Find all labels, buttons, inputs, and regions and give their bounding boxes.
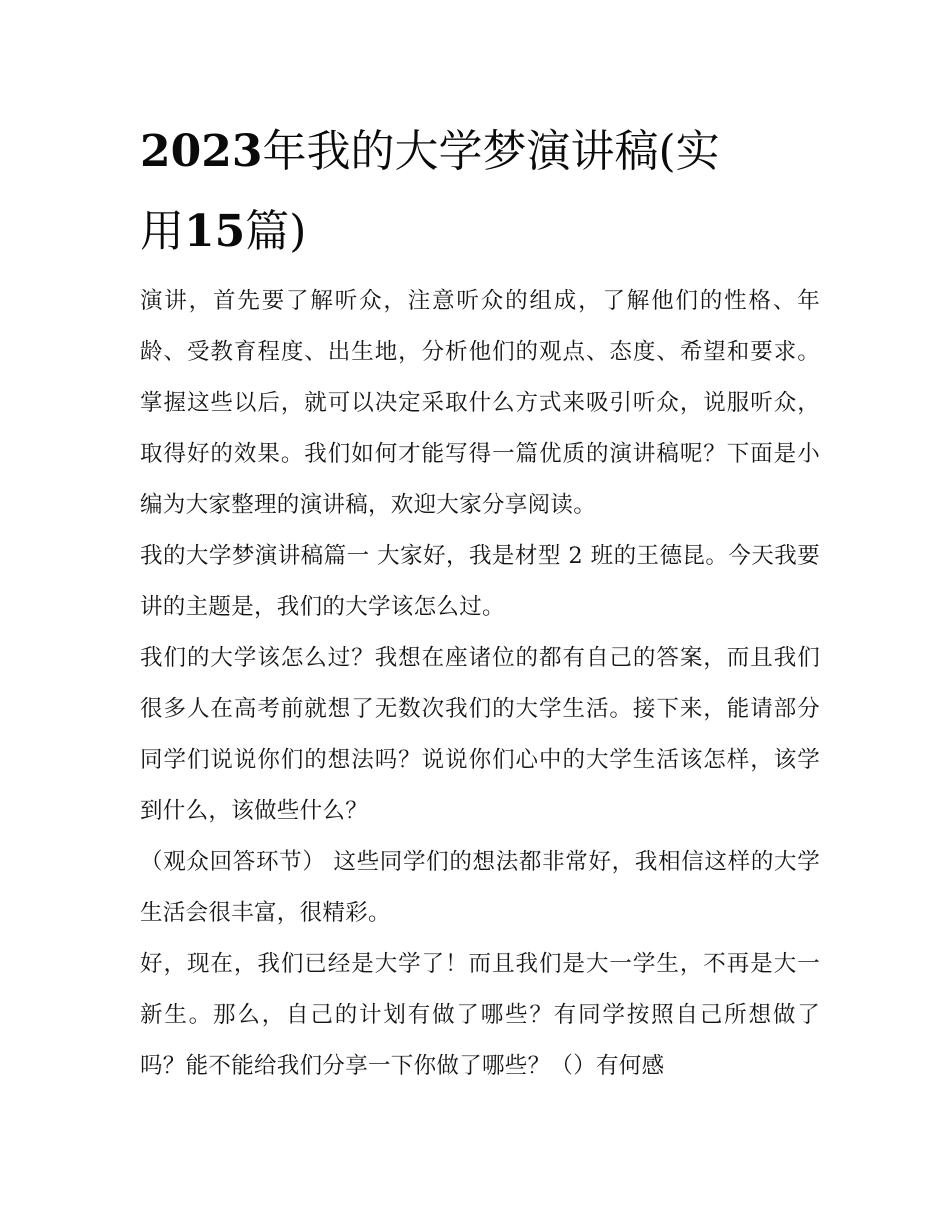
paragraph-audience-answer: （观众回答环节） 这些同学们的想法都非常好，我相信这样的大学生活会很丰富，很精彩。 — [140, 849, 820, 926]
paragraph-speech-opening: 我的大学梦演讲稿篇一 大家好，我是材型 2 班的王德昆。今天我要讲的主题是，我们的大学该怎么过。 — [140, 543, 820, 620]
title-line2-prefix: 用 — [140, 206, 184, 257]
paragraph-question: 我们的大学该怎么过？我想在座诸位的都有自己的答案，而且我们很多人在高考前就想了无数次我们的大学生活。接下来，能请部分同学们说说你们的想法吗？说说你们心中的大学生活该怎样，该学到什么，该做些什么？ — [140, 645, 820, 824]
document-body — [140, 276, 820, 1092]
title-line1-text: 年我的大学梦演讲稿(实 — [262, 126, 720, 177]
title-count: 15 — [184, 206, 246, 257]
title-year: 2023 — [140, 126, 263, 177]
paragraph-intro: 演讲，首先要了解听众，注意听众的组成，了解他们的性格、年龄、受教育程度、出生地，分析他们的观点、态度、希望和要求。掌握这些以后，就可以决定采取什么方式来吸引听众，说服听众，取得好的效果。我们如何才能写得一篇优质的演讲稿呢？下面是小编为大家整理的演讲稿，欢迎大家分享阅读。 — [140, 288, 820, 518]
paragraph-current-status: 好，现在，我们已经是大学了！而且我们是大一学生，不再是大一新生。那么，自己的计划有做了哪些？有同学按照自己所想做了吗？能不能给我们分享一下你做了哪些？（）有何感 — [140, 951, 820, 1079]
title-line2-text: 篇) — [245, 206, 307, 257]
document-title — [140, 112, 820, 272]
